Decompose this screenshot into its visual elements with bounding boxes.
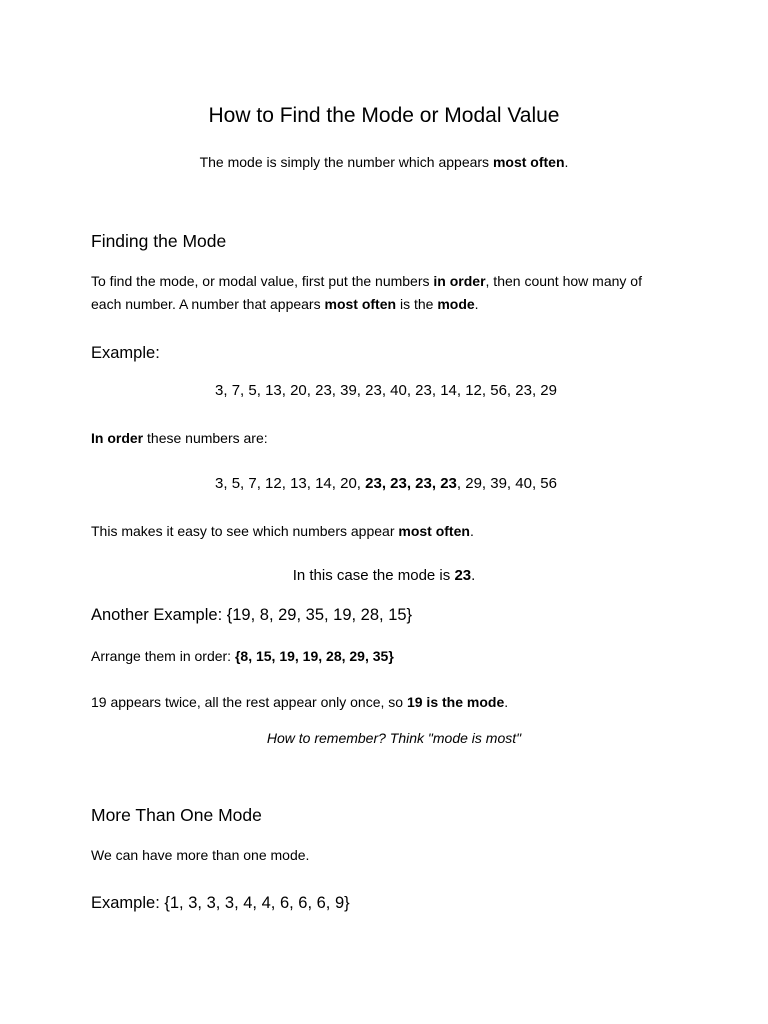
- mode-result: [0, 567, 768, 584]
- easy-to-see-line: [91, 520, 474, 543]
- italic-run: How to remember? Think "mode is most": [266, 730, 522, 746]
- bold-run: 23, 23, 23, 23: [365, 475, 457, 492]
- heading-finding-mode: Finding the Mode: [91, 231, 227, 251]
- text-run: , 29, 39, 40, 56: [456, 475, 557, 492]
- text-run: In this case the mode is: [292, 567, 455, 584]
- text-run: .: [504, 694, 509, 710]
- appears-twice-line: [91, 691, 508, 714]
- finding-paragraph-line-2: [91, 293, 479, 316]
- text-run: .: [471, 567, 476, 584]
- text-run: To find the mode, or modal value, first put the numbers: [91, 273, 434, 289]
- intro-bold: most often: [492, 154, 565, 170]
- text-run: 3, 5, 7, 12, 13, 14, 20,: [215, 475, 366, 492]
- text-run: , then count how many of: [485, 273, 642, 289]
- bold-run: in order: [433, 273, 486, 289]
- text-run: Arrange them in order:: [91, 648, 235, 664]
- page-title: How to Find the Mode or Modal Value: [208, 104, 560, 127]
- arrange-line: [91, 645, 394, 668]
- text-run: is the: [396, 296, 438, 312]
- bold-run: 19 is the mode: [406, 694, 505, 710]
- bold-run: In order: [91, 430, 144, 446]
- remember-tip: [0, 730, 768, 746]
- heading-another-example: Another Example: {19, 8, 29, 35, 19, 28, 15}: [91, 606, 413, 624]
- heading-more-than-one-mode: More Than One Mode: [91, 805, 262, 825]
- text-run: 19 appears twice, all the rest appear only once, so: [91, 694, 407, 710]
- text-run: each number. A number that appears: [91, 296, 325, 312]
- bold-run: most often: [398, 523, 470, 539]
- text-run: .: [474, 296, 479, 312]
- text-run: This makes it easy to see which numbers appear: [91, 523, 399, 539]
- intro-post: .: [564, 154, 569, 170]
- bold-run: most often: [324, 296, 397, 312]
- in-order-line: [91, 427, 268, 450]
- text-run: these numbers are:: [143, 430, 268, 446]
- example-label: Example:: [91, 344, 160, 362]
- more-modes-example: Example: {1, 3, 3, 3, 4, 4, 6, 6, 6, 9}: [91, 894, 350, 912]
- intro-pre: The mode is simply the number which appears: [199, 154, 493, 170]
- text-run: .: [469, 523, 474, 539]
- bold-run: {8, 15, 19, 19, 28, 29, 35}: [234, 648, 394, 664]
- example-numbers: 3, 7, 5, 13, 20, 23, 39, 23, 40, 23, 14, 12, 56, 23, 29: [215, 382, 557, 399]
- finding-paragraph-line-1: [91, 270, 642, 293]
- intro-text: [0, 154, 768, 170]
- bold-run: mode: [437, 296, 475, 312]
- more-modes-text: We can have more than one mode.: [91, 847, 310, 863]
- bold-run: 23: [454, 567, 472, 584]
- ordered-numbers: [0, 475, 768, 492]
